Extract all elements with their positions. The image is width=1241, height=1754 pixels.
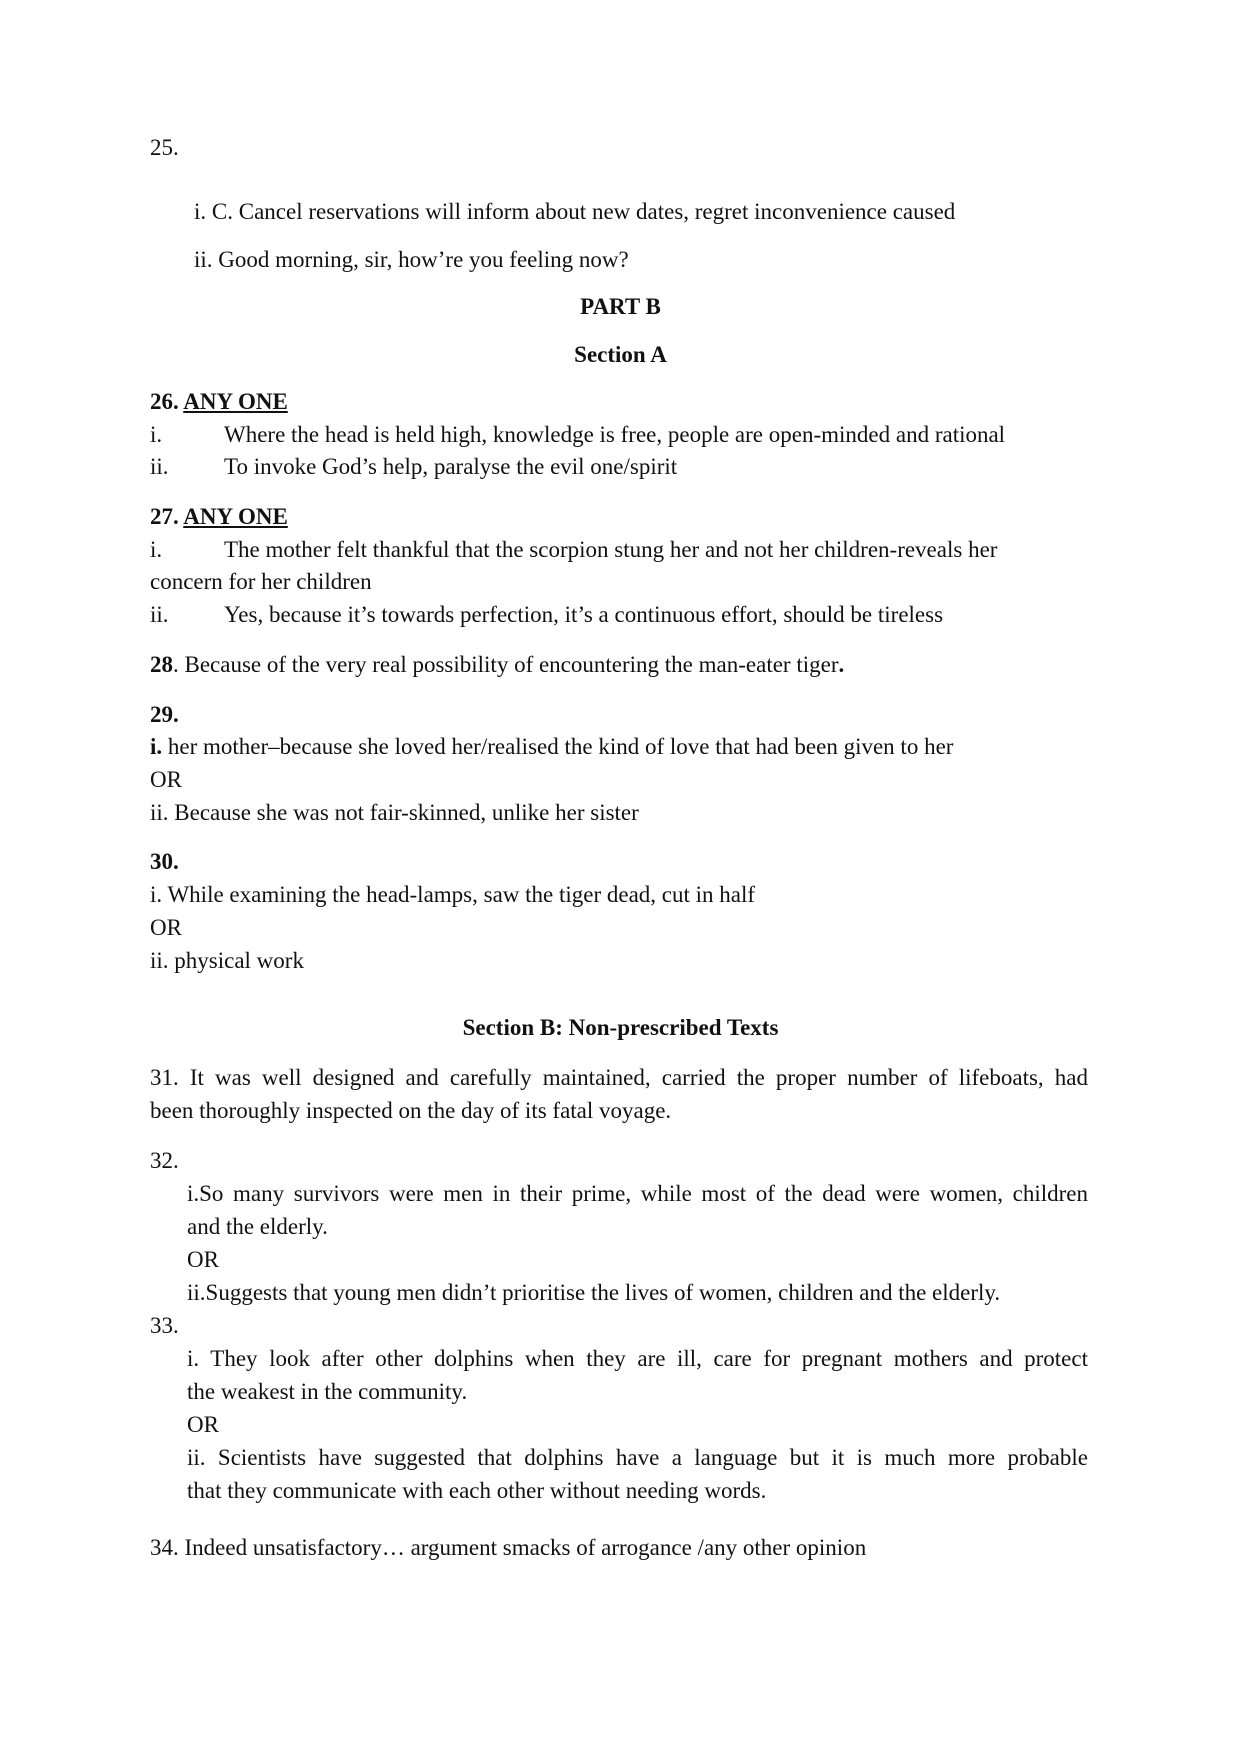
q26-answer-ii	[150, 452, 677, 482]
q27-i-marker: i.	[150, 537, 163, 562]
q29-or: OR	[150, 767, 182, 792]
q26-ii-marker: ii.	[150, 454, 169, 479]
q25-number: 25.	[150, 135, 179, 160]
q29-i-marker: i.	[150, 734, 163, 759]
q26-answer-i	[150, 420, 1005, 450]
q27-number: 27.	[150, 504, 179, 529]
q32-answer-i-line1: i.So many survivors were men in their prime, while most of the dead were women, children	[187, 1181, 1088, 1206]
q30-answer-i: i. While examining the head-lamps, saw the tiger dead, cut in half	[150, 882, 756, 907]
q26-i-marker: i.	[150, 422, 163, 447]
q27-ii-marker: ii.	[150, 602, 169, 627]
q33-answer-i-line2: the weakest in the community.	[187, 1379, 468, 1404]
q26-i-text: Where the head is held high, knowledge is free, people are open-minded and rational	[224, 422, 1006, 447]
q33-answer-ii-line2: that they communicate with each other without needing words.	[187, 1478, 767, 1503]
q26-heading	[150, 387, 288, 417]
q31-answer-line2: been thoroughly inspected on the day of its fatal voyage.	[150, 1098, 672, 1123]
q28-number: 28	[150, 652, 173, 677]
q29-answer-i	[150, 732, 953, 762]
q32-answer-i-line2: and the elderly.	[187, 1214, 328, 1239]
q25-answer-ii: ii. Good morning, sir, how’re you feeling now?	[194, 247, 629, 272]
q26-number: 26.	[150, 389, 179, 414]
q27-any-one: ANY ONE	[183, 504, 288, 529]
q26-any-one: ANY ONE	[183, 389, 288, 414]
q28-end: .	[838, 652, 845, 677]
q31-answer-line1: 31. It was well designed and carefully maintained, carried the proper number of lifeboats, had	[150, 1065, 1088, 1090]
q27-i-text: The mother felt thankful that the scorpion stung her and not her children-reveals her	[224, 537, 998, 562]
q27-ii-text: Yes, because it’s towards perfection, it’s a continuous effort, should be tireless	[224, 602, 944, 627]
q27-answer-ii	[150, 600, 943, 630]
q33-or: OR	[187, 1412, 219, 1437]
q33-answer-ii-line1: ii. Scientists have suggested that dolphins have a language but it is much more probable	[187, 1445, 1088, 1470]
q32-number: 32.	[150, 1148, 179, 1173]
section-a-heading: Section A	[574, 342, 667, 367]
q30-answer-ii: ii. physical work	[150, 948, 304, 973]
q30-number: 30.	[150, 849, 179, 874]
q25-answer-i: i. C. Cancel reservations will inform about new dates, regret inconvenience caused	[194, 199, 956, 224]
q27-heading	[150, 502, 288, 532]
q30-or: OR	[150, 915, 182, 940]
q29-i-text: her mother–because she loved her/realised the kind of love that had been given to her	[162, 734, 954, 759]
q32-or: OR	[187, 1247, 219, 1272]
q33-number: 33.	[150, 1313, 179, 1338]
q34-answer: 34. Indeed unsatisfactory… argument smacks of arrogance /any other opinion	[150, 1535, 867, 1560]
q33-answer-i-line1: i. They look after other dolphins when they are ill, care for pregnant mothers and protect	[187, 1346, 1088, 1371]
q29-number: 29.	[150, 702, 179, 727]
q32-answer-ii: ii.Suggests that young men didn’t prioritise the lives of women, children and the elderly.	[187, 1280, 1001, 1305]
q29-answer-ii: ii. Because she was not fair-skinned, unlike her sister	[150, 800, 639, 825]
q27-answer-i-line1	[150, 535, 997, 565]
q28-answer	[150, 650, 844, 680]
part-b-heading: PART B	[580, 294, 661, 319]
q27-answer-i-line2: concern for her children	[150, 569, 372, 594]
q28-text: . Because of the very real possibility of encountering the man-eater tiger	[173, 652, 839, 677]
section-b-heading: Section B: Non-prescribed Texts	[462, 1015, 779, 1040]
q26-ii-text: To invoke God’s help, paralyse the evil one/spirit	[224, 454, 678, 479]
